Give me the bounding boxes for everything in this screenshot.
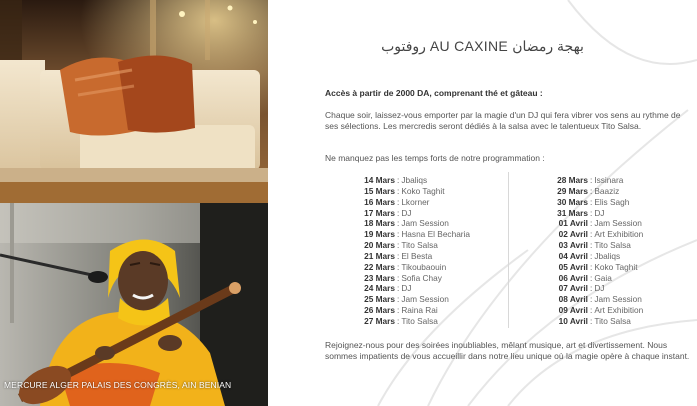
intro-paragraph: Chaque soir, laissez-vous emporter par la magie d'un DJ qui fera vibrer vos sens au rythme de ses sélections. Les mercredis seront dédiés à la salsa avec le talentueux Tito Salsa. bbox=[325, 110, 681, 131]
schedule-date: 28 Mars bbox=[557, 175, 588, 185]
schedule-event: Art Exhibition bbox=[594, 229, 644, 240]
access-price-line: Accès à partir de 2000 DA, comprenant thé et gâteau : bbox=[325, 88, 543, 98]
schedule-left-column bbox=[320, 175, 500, 327]
schedule-row: 04 Avril : Jbaliqs bbox=[514, 251, 694, 262]
schedule-event: Jam Session bbox=[401, 218, 449, 229]
schedule-event: Sofia Chay bbox=[401, 272, 442, 283]
schedule-event: Koko Taghit bbox=[401, 185, 445, 196]
schedule-date: 17 Mars bbox=[364, 207, 395, 218]
schedule-row: 03 Avril : Tito Salsa bbox=[514, 240, 694, 251]
schedule-date: 29 Mars bbox=[557, 185, 588, 196]
schedule-row: 30 Mars : Elis Sagh bbox=[514, 197, 694, 208]
caption-place: AIN BENIAN bbox=[182, 380, 232, 390]
schedule-divider bbox=[508, 172, 509, 328]
schedule-right-column bbox=[514, 175, 694, 327]
schedule-row: 10 Avril : Tito Salsa bbox=[514, 316, 694, 327]
schedule-row: 28 Mars : Issinara bbox=[514, 175, 694, 186]
schedule-date: 23 Mars bbox=[364, 272, 395, 283]
schedule-row: 17 Mars : DJ bbox=[320, 208, 500, 219]
schedule-event: El Besta bbox=[401, 250, 433, 261]
schedule-date: 31 Mars bbox=[557, 207, 588, 218]
schedule-row: 08 Avril : Jam Session bbox=[514, 294, 694, 305]
schedule-event: Gaia bbox=[594, 272, 612, 283]
schedule-event: Raina Rai bbox=[401, 305, 438, 316]
schedule-row: 24 Mars : DJ bbox=[320, 283, 500, 294]
schedule-date: 08 Avril bbox=[558, 294, 588, 305]
schedule-event: Jbaliqs bbox=[594, 250, 621, 261]
schedule-row: 25 Mars : Jam Session bbox=[320, 294, 500, 305]
page-title: روفتوب AU CAXINE بهجة رمضان bbox=[381, 38, 584, 54]
singer-musician-photo bbox=[0, 203, 268, 406]
schedule-date: 02 Avril bbox=[558, 229, 588, 240]
schedule-row: 16 Mars : Lkorner bbox=[320, 197, 500, 208]
schedule-event: Tito Salsa bbox=[594, 315, 631, 326]
schedule-event: Hasna El Becharia bbox=[401, 229, 471, 240]
schedule-date: 18 Mars bbox=[364, 218, 395, 229]
schedule-date: 14 Mars bbox=[364, 175, 395, 185]
schedule-row: 19 Mars : Hasna El Becharia bbox=[320, 229, 500, 240]
schedule-event: Koko Taghit bbox=[594, 261, 638, 272]
program-intro: Ne manquez pas les temps forts de notre programmation : bbox=[325, 153, 545, 163]
schedule-row: 20 Mars : Tito Salsa bbox=[320, 240, 500, 251]
schedule-date: 19 Mars bbox=[364, 229, 395, 240]
schedule-date: 20 Mars bbox=[364, 240, 395, 251]
schedule-date: 16 Mars bbox=[364, 196, 395, 207]
schedule-date: 27 Mars bbox=[364, 315, 395, 326]
schedule-event: Issinara bbox=[594, 175, 624, 185]
schedule-date: 21 Mars bbox=[364, 250, 395, 261]
schedule-date: 26 Mars bbox=[364, 305, 395, 316]
schedule-date: 09 Avril bbox=[558, 305, 588, 316]
schedule-event: Tito Salsa bbox=[401, 240, 438, 251]
schedule-date: 01 Avril bbox=[558, 218, 588, 229]
schedule-event: Tito Salsa bbox=[594, 240, 631, 251]
schedule-event: Art Exhibition bbox=[594, 305, 644, 316]
schedule-row: 22 Mars : Tikoubaouin bbox=[320, 262, 500, 273]
schedule-event: Lkorner bbox=[401, 196, 430, 207]
schedule-row: 07 Avril : DJ bbox=[514, 283, 694, 294]
schedule-row: 21 Mars : El Besta bbox=[320, 251, 500, 262]
schedule-date: 22 Mars bbox=[364, 261, 395, 272]
photo-caption bbox=[4, 380, 231, 390]
schedule-event: Tito Salsa bbox=[401, 315, 438, 326]
schedule-event: Elis Sagh bbox=[594, 196, 630, 207]
schedule-event: Jbaliqs bbox=[401, 175, 428, 185]
schedule-row: 06 Avril : Gaia bbox=[514, 273, 694, 284]
schedule-row: 14 Mars : Jbaliqs bbox=[320, 175, 500, 186]
schedule-event: Jam Session bbox=[401, 294, 449, 305]
schedule-row: 29 Mars : Baaziz bbox=[514, 186, 694, 197]
schedule-date: 10 Avril bbox=[558, 315, 588, 326]
schedule-date: 15 Mars bbox=[364, 185, 395, 196]
photo-column bbox=[0, 0, 268, 406]
schedule-row: 18 Mars : Jam Session bbox=[320, 218, 500, 229]
schedule-event: DJ bbox=[401, 283, 412, 294]
schedule-row: 15 Mars : Koko Taghit bbox=[320, 186, 500, 197]
schedule-row: 01 Avril : Jam Session bbox=[514, 218, 694, 229]
schedule-event: DJ bbox=[401, 207, 412, 218]
schedule-event: DJ bbox=[594, 283, 605, 294]
schedule-date: 07 Avril bbox=[558, 283, 588, 294]
schedule-row: 09 Avril : Art Exhibition bbox=[514, 305, 694, 316]
schedule-event: Jam Session bbox=[594, 294, 642, 305]
schedule-row: 23 Mars : Sofia Chay bbox=[320, 273, 500, 284]
closing-paragraph: Rejoignez-nous pour des soirées inoubliables, mêlant musique, art et divertissement. Nous sommes impatients de vous accueillir dans notre lieu unique où la magie opère à chaque instant. bbox=[325, 340, 690, 361]
schedule-date: 25 Mars bbox=[364, 294, 395, 305]
schedule-row: 31 Mars : DJ bbox=[514, 208, 694, 219]
schedule-date: 04 Avril bbox=[558, 250, 588, 261]
schedule-event: DJ bbox=[594, 207, 605, 218]
event-content bbox=[268, 0, 697, 406]
schedule-date: 24 Mars bbox=[364, 283, 395, 294]
schedule-row: 05 Avril : Koko Taghit bbox=[514, 262, 694, 273]
lounge-sofa-photo bbox=[0, 0, 268, 203]
schedule-date: 06 Avril bbox=[558, 272, 588, 283]
caption-venue: MERCURE ALGER PALAIS DES CONGRÈS, bbox=[4, 380, 181, 390]
schedule-date: 30 Mars bbox=[557, 196, 588, 207]
schedule-date: 03 Avril bbox=[558, 240, 588, 251]
schedule-row: 26 Mars : Raina Rai bbox=[320, 305, 500, 316]
schedule-row: 02 Avril : Art Exhibition bbox=[514, 229, 694, 240]
schedule-event: Baaziz bbox=[594, 185, 620, 196]
schedule-event: Jam Session bbox=[594, 218, 642, 229]
schedule-date: 05 Avril bbox=[558, 261, 588, 272]
schedule-event: Tikoubaouin bbox=[401, 261, 447, 272]
schedule-row: 27 Mars : Tito Salsa bbox=[320, 316, 500, 327]
